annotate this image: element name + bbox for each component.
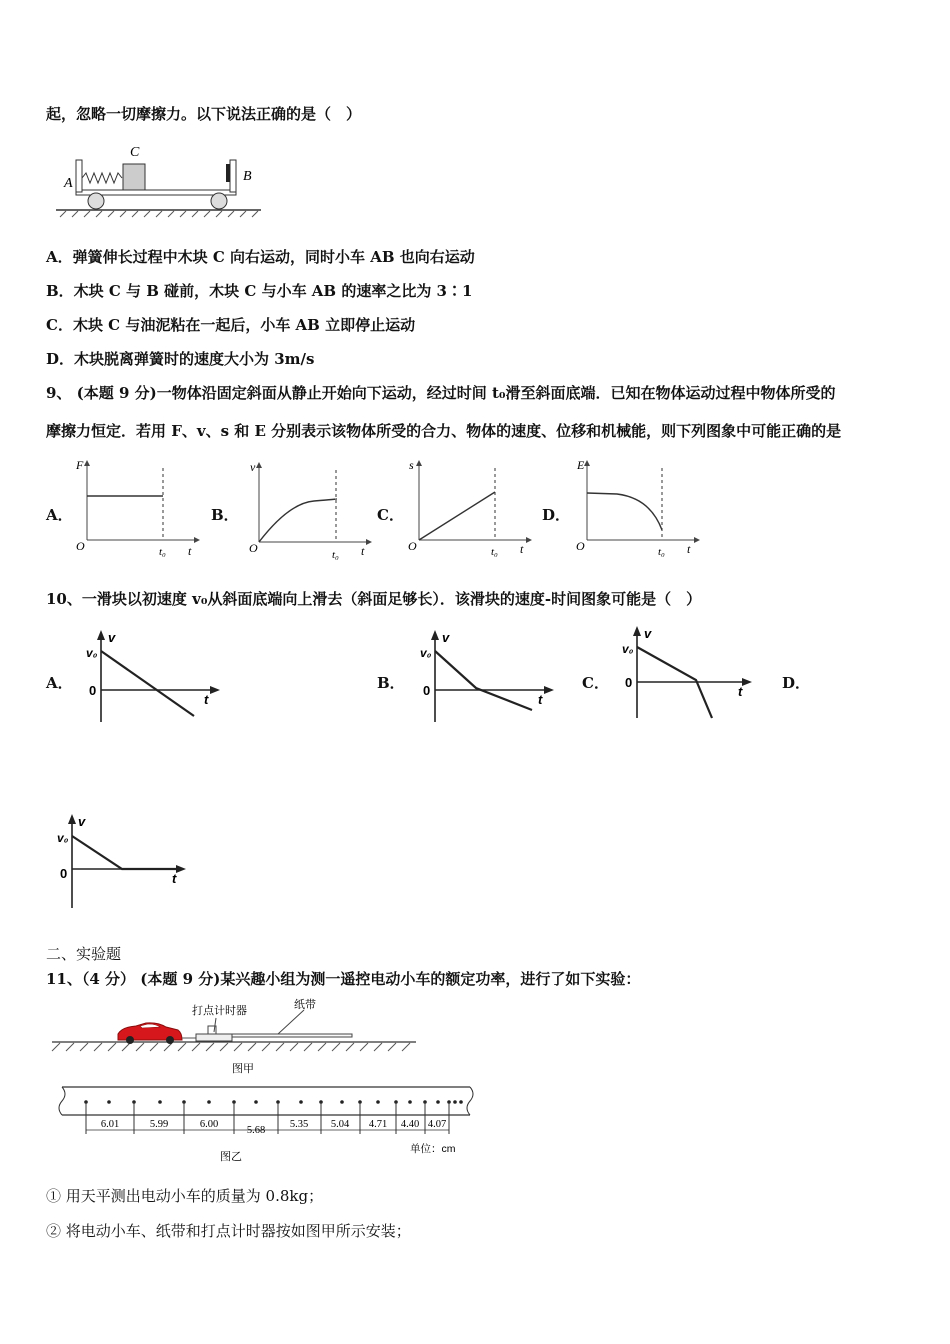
svg-text:s: s [409,458,414,472]
q9-stem-line1: 9、 (本题 9 分)一物体沿固定斜面从静止开始向下运动，经过时间 t₀滑至斜面底端．已知在物体运动过程中物体所受的 [46,384,836,402]
label-a: A [64,176,73,191]
svg-text:O: O [249,541,258,555]
svg-text:0: 0 [60,866,68,881]
q9-option-a-label: A． [46,506,73,524]
svg-text:v: v [78,814,86,829]
svg-text:v: v [644,626,652,641]
svg-text:O: O [576,539,585,553]
svg-text:5.04: 5.04 [330,1119,350,1130]
svg-text:4.40: 4.40 [400,1119,420,1130]
label-b: B [243,169,252,184]
q8-option-c: C．木块 C 与油泥粘在一起后，小车 AB 立即停止运动 [46,316,416,334]
svg-text:t₀: t₀ [332,549,339,561]
svg-text:v: v [250,460,256,474]
svg-text:5.35: 5.35 [289,1119,309,1130]
svg-text:0: 0 [423,683,431,698]
svg-text:4.71: 4.71 [368,1119,388,1130]
svg-text:t: t [361,544,365,558]
svg-text:O: O [408,539,417,553]
section-title: 二、实验题 [46,945,122,963]
svg-text:5.99: 5.99 [149,1119,169,1130]
svg-text:v: v [108,630,116,645]
q11-figure-b [58,1082,478,1164]
svg-text:纸带: 纸带 [294,999,316,1011]
q8-cart-figure [56,140,266,218]
q9-graph-c [404,456,534,560]
q8-stem-tail: 起，忽略一切摩擦力。以下说法正确的是（ ） [46,105,362,123]
svg-text:单位：cm: 单位：cm [410,1143,456,1155]
q11-step-1: ① 用天平测出电动小车的质量为 0.8kg； [46,1187,324,1205]
q10-option-b-label: B． [377,674,405,692]
svg-text:打点计时器: 打点计时器 [192,1005,247,1017]
svg-text:图乙: 图乙 [220,1151,242,1163]
svg-text:6.00: 6.00 [199,1119,219,1130]
q9-option-b-label: B． [211,506,239,524]
q9-option-c-label: C． [377,506,404,524]
svg-text:6.01: 6.01 [100,1119,120,1130]
q10-stem: 10、一滑块以初速度 v₀从斜面底端向上滑去（斜面足够长）．该滑块的速度-时间图象可能是（ ） [46,590,702,608]
svg-text:F: F [76,458,84,472]
svg-text:图甲: 图甲 [232,1063,254,1075]
q10-graph-b [418,628,558,724]
q8-option-a: A．弹簧伸长过程中木块 C 向右运动，同时小车 AB 也向右运动 [46,248,475,266]
svg-text:t₀: t₀ [159,546,166,558]
svg-text:v₀: v₀ [86,646,98,660]
svg-text:5.68: 5.68 [246,1125,266,1136]
svg-text:t₀: t₀ [491,546,498,558]
svg-text:t: t [738,684,743,699]
q9-stem-line2: 摩擦力恒定．若用 F、v、s 和 E 分别表示该物体所受的合力、物体的速度、位移和机械能，则下列图象中可能正确的是 [46,422,842,440]
svg-text:O: O [76,539,85,553]
svg-text:t: t [538,692,543,707]
svg-text:E: E [577,458,585,472]
q8-option-d: D．木块脱离弹簧时的速度大小为 3m/s [46,350,315,368]
label-c: C [130,145,140,160]
svg-text:t: t [172,871,177,886]
q10-graph-d [56,812,196,910]
q10-option-c-label: C． [582,674,609,692]
svg-text:t: t [204,692,209,707]
q11-figure-a [46,996,426,1078]
svg-text:t: t [520,542,524,556]
svg-text:v₀: v₀ [420,646,432,660]
q11-step-2: ② 将电动小车、纸带和打点计时器按如图甲所示安装； [46,1222,411,1240]
svg-text:0: 0 [89,683,97,698]
q11-stem: 11、（4 分） (本题 9 分)某兴趣小组为测一遥控电动小车的额定功率，进行了如下实验： [46,970,641,988]
svg-text:v₀: v₀ [622,642,634,656]
q9-graph-a [72,456,202,560]
q10-option-d-label: D． [782,674,811,692]
q9-graph-b [244,458,374,562]
q10-graph-a [84,628,224,724]
svg-text:4.07: 4.07 [427,1119,447,1130]
svg-text:0: 0 [625,675,633,690]
q9-graph-d [572,456,702,560]
svg-text:t: t [188,544,192,558]
q10-option-a-label: A． [46,674,73,692]
svg-text:t: t [687,542,691,556]
svg-text:t₀: t₀ [658,546,665,558]
svg-text:v: v [442,630,450,645]
q8-option-b: B．木块 C 与 B 碰前，木块 C 与小车 AB 的速率之比为 3∶1 [46,282,473,300]
q9-option-d-label: D． [542,506,571,524]
svg-text:v₀: v₀ [57,831,69,845]
q10-graph-c [620,624,760,720]
